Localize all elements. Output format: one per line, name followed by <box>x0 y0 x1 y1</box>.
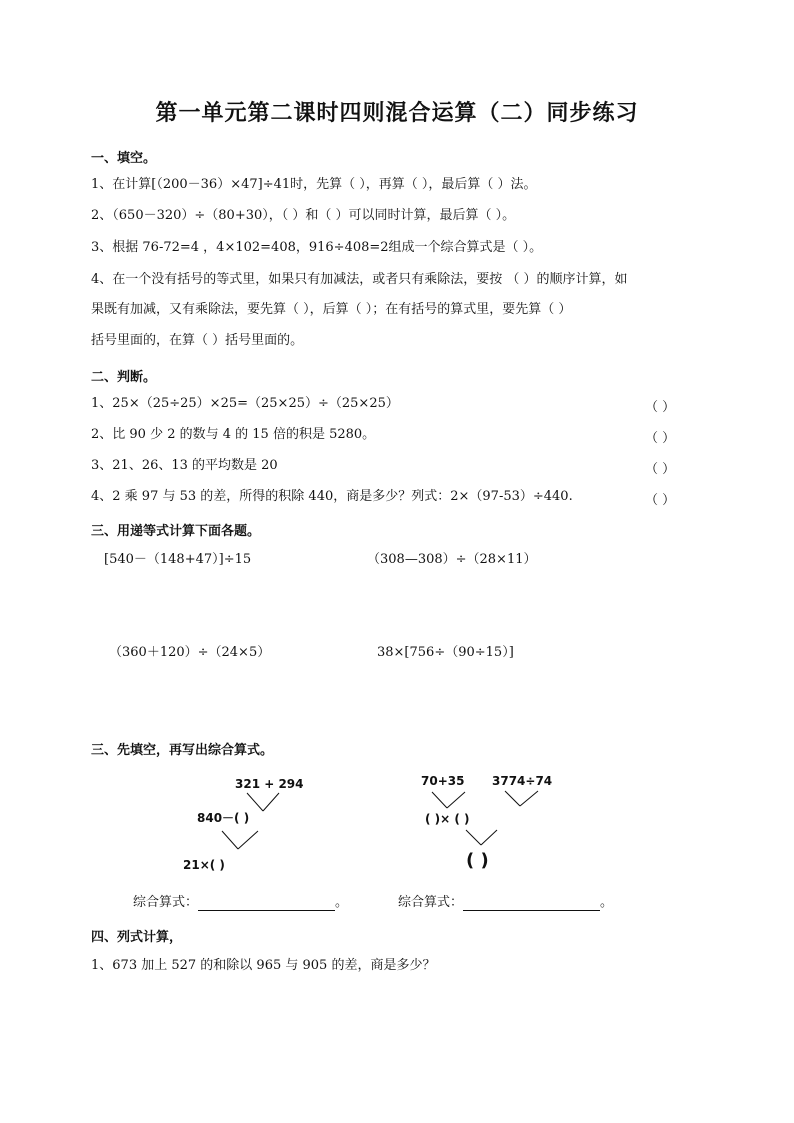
fill-question-1: 1、在计算[（200－36）×47]÷41时，先算（ ），再算（ ），最后算（ ）法。 <box>91 177 537 192</box>
right-line-5 <box>466 830 481 845</box>
judge-item-3: 3、21、26、13 的平均数是 20 <box>91 458 278 473</box>
left-line-2 <box>263 793 279 811</box>
left-line-1 <box>247 793 263 811</box>
right-formula-end: 。 <box>600 895 614 910</box>
left-formula-end: 。 <box>335 895 349 910</box>
right-line-3 <box>505 791 520 806</box>
fill-question-4-line-3: 括号里面的，在算（ ）括号里面的。 <box>91 333 304 348</box>
section-2-heading: 二、判断。 <box>91 370 157 385</box>
fill-question-4-line-1: 4、在一个没有括号的等式里，如果只有加减法，或者只有乘除法，要按 （ ）的顺序计算，如 <box>91 272 628 287</box>
right-line-6 <box>481 830 497 845</box>
left-tree-mid: 840－( ) <box>197 811 250 825</box>
right-tree-top-a: 70+35 <box>421 774 465 788</box>
column-question-1: 1、673 加上 527 的和除以 965 与 905 的差，商是多少？ <box>91 958 436 973</box>
judge-answer-1: （ ） <box>645 400 676 415</box>
judge-answer-4: （ ） <box>645 493 676 508</box>
section-4-heading: 四、列式计算， <box>91 930 183 945</box>
right-tree-top-b: 3774÷74 <box>492 774 553 788</box>
left-formula-blank[interactable] <box>198 897 335 911</box>
judge-item-2: 2、比 90 少 2 的数与 4 的 15 倍的积是 5280。 <box>91 427 376 442</box>
calc-problem-1: [540－（148+47）]÷15 <box>104 552 252 567</box>
calc-problem-2: （308—308）÷（28×11） <box>367 552 537 567</box>
left-formula-label: 综合算式： <box>133 895 199 910</box>
right-line-4 <box>520 791 538 806</box>
judge-answer-3: （ ） <box>645 462 676 477</box>
judge-item-1: 1、25×（25÷25）×25=（25×25）÷（25×25） <box>91 396 399 411</box>
section-3b-heading: 三、先填空，再写出综合算式。 <box>91 743 274 758</box>
page-title: 第一单元第二课时四则混合运算（二）同步练习 <box>155 101 639 126</box>
fill-question-4-line-2: 果既有加减，又有乘除法，要先算（ ），后算（ ）；在有括号的算式里，要先算（ ） <box>91 302 572 317</box>
section-1-heading: 一、填空。 <box>91 151 157 166</box>
right-formula-blank[interactable] <box>463 897 600 911</box>
fill-question-3: 3、根据 76-72=4 ，4×102=408，916÷408=2组成一个综合算式是（ ）。 <box>91 240 543 255</box>
right-line-2 <box>447 792 465 808</box>
left-line-4 <box>238 831 258 849</box>
judge-item-4: 4、2 乘 97 与 53 的差，所得的积除 440，商是多少？列式：2×（97-53）÷440. <box>91 489 573 504</box>
left-tree-bottom: 21×( ) <box>183 858 225 872</box>
calc-problem-3: （360＋120）÷（24×5） <box>109 645 271 660</box>
judge-answer-2: （ ） <box>645 431 676 446</box>
right-formula <box>398 895 613 911</box>
right-tree-mid: ( )× ( ) <box>425 812 470 826</box>
left-line-3 <box>222 831 238 849</box>
right-line-1 <box>432 792 447 808</box>
right-formula-label: 综合算式： <box>398 895 464 910</box>
right-tree-bottom: ( ) <box>466 850 489 871</box>
left-tree-top: 321 + 294 <box>235 777 304 791</box>
left-formula <box>133 895 348 911</box>
calc-problem-4: 38×[756÷（90÷15）] <box>377 645 514 660</box>
fill-question-2: 2、（650－320）÷（80+30），（ ）和（ ）可以同时计算，最后算（ ）。 <box>91 208 516 223</box>
section-3-heading: 三、用递等式计算下面各题。 <box>91 524 261 539</box>
